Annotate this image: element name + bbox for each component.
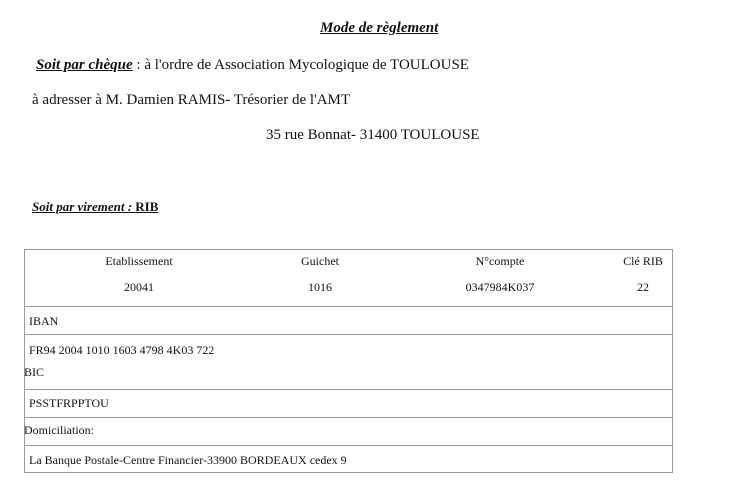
- header-etablissement: Etablissement: [105, 254, 173, 268]
- value-etablissement: 20041: [124, 280, 154, 294]
- page-title: Mode de règlement: [320, 20, 439, 36]
- bic-value: PSSTFRPPTOU: [29, 396, 109, 410]
- virement-line: [32, 199, 158, 215]
- cheque-address-line: à adresser à M. Damien RAMIS- Trésorier de l'AMT: [32, 92, 351, 108]
- virement-rib: RIB: [135, 199, 159, 214]
- iban-label: IBAN: [29, 314, 59, 328]
- domiciliation-label: Domiciliation:: [24, 423, 94, 437]
- cheque-line: [36, 57, 469, 74]
- domiciliation-value: La Banque Postale-Centre Financier-33900 BORDEAUX cedex 9: [29, 453, 347, 467]
- virement-label: Soit par virement :: [32, 199, 136, 214]
- value-cle-rib: 22: [637, 280, 649, 294]
- table-row: [25, 307, 672, 335]
- table-row: [25, 335, 672, 390]
- cheque-label: Soit par chèque: [36, 57, 133, 73]
- header-cle-rib: Clé RIB: [623, 254, 663, 268]
- value-guichet: 1016: [308, 280, 332, 294]
- table-row: [25, 390, 672, 418]
- rib-block: [25, 250, 672, 307]
- cheque-street-line: 35 rue Bonnat- 31400 TOULOUSE: [266, 127, 480, 143]
- header-compte: N°compte: [475, 254, 525, 268]
- header-guichet: Guichet: [301, 254, 339, 268]
- bic-label: BIC: [24, 365, 45, 379]
- bank-details-table: [24, 249, 673, 473]
- table-row: [25, 446, 672, 472]
- iban-value: FR94 2004 1010 1603 4798 4K03 722: [29, 343, 215, 357]
- cheque-text: : à l'ordre de Association Mycologique de TOULOUSE: [132, 57, 469, 73]
- value-compte: 0347984K037: [465, 280, 535, 294]
- table-row: [25, 418, 672, 446]
